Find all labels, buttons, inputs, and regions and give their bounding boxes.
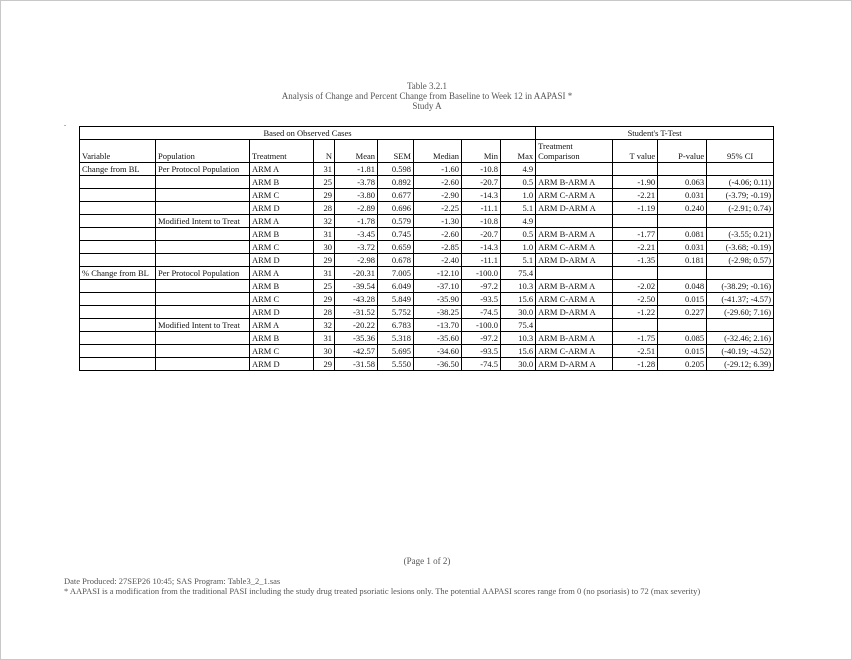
cell-population [156, 228, 250, 241]
cell-median: -2.85 [414, 241, 462, 254]
cell-pvalue [658, 319, 707, 332]
cell-treatment: ARM D [250, 202, 314, 215]
cell-n: 30 [314, 345, 335, 358]
cell-comparison [536, 319, 613, 332]
cell-treatment: ARM D [250, 254, 314, 267]
cell-mean: -3.45 [335, 228, 378, 241]
cell-treatment: ARM B [250, 228, 314, 241]
cell-pvalue: 0.015 [658, 293, 707, 306]
cell-tvalue: -2.51 [613, 345, 658, 358]
cell-comparison: ARM C-ARM A [536, 241, 613, 254]
cell-min: -100.0 [462, 319, 501, 332]
table-row [80, 358, 774, 371]
cell-population [156, 293, 250, 306]
cell-population [156, 254, 250, 267]
cell-treatment: ARM B [250, 332, 314, 345]
cell-ci: (-2.98; 0.57) [707, 254, 774, 267]
cell-treatment: ARM D [250, 358, 314, 371]
cell-population [156, 306, 250, 319]
cell-pvalue: 0.031 [658, 189, 707, 202]
cell-treatment: ARM C [250, 189, 314, 202]
table-title-block [1, 81, 852, 111]
cell-median: -1.60 [414, 163, 462, 176]
cell-median: -37.10 [414, 280, 462, 293]
cell-min: -11.1 [462, 254, 501, 267]
cell-n: 28 [314, 306, 335, 319]
cell-treatment: ARM A [250, 267, 314, 280]
cell-ci [707, 267, 774, 280]
col-header-comparison [536, 140, 613, 163]
cell-pvalue: 0.081 [658, 228, 707, 241]
cell-ci: (-29.12; 6.39) [707, 358, 774, 371]
cell-mean: -2.89 [335, 202, 378, 215]
cell-mean: -3.78 [335, 176, 378, 189]
table-row [80, 254, 774, 267]
cell-comparison: ARM D-ARM A [536, 306, 613, 319]
cell-min: -100.0 [462, 267, 501, 280]
cell-variable [80, 332, 156, 345]
cell-median: -13.70 [414, 319, 462, 332]
table-row [80, 189, 774, 202]
cell-n: 31 [314, 267, 335, 280]
col-header-tvalue: T value [613, 140, 658, 163]
cell-variable [80, 345, 156, 358]
cell-comparison: ARM D-ARM A [536, 202, 613, 215]
cell-ci [707, 215, 774, 228]
cell-tvalue: -1.19 [613, 202, 658, 215]
cell-max: 4.9 [501, 163, 536, 176]
cell-sem: 5.550 [378, 358, 414, 371]
cell-comparison: ARM B-ARM A [536, 176, 613, 189]
cell-variable [80, 358, 156, 371]
cell-tvalue: -1.28 [613, 358, 658, 371]
cell-max: 15.6 [501, 293, 536, 306]
cell-variable: % Change from BL [80, 267, 156, 280]
cell-median: -2.25 [414, 202, 462, 215]
cell-tvalue [613, 163, 658, 176]
cell-variable [80, 241, 156, 254]
cell-n: 31 [314, 332, 335, 345]
cell-variable [80, 319, 156, 332]
cell-variable [80, 202, 156, 215]
cell-tvalue: -2.21 [613, 189, 658, 202]
cell-population [156, 358, 250, 371]
table-row [80, 293, 774, 306]
cell-tvalue: -2.50 [613, 293, 658, 306]
col-header-pvalue: P-value [658, 140, 707, 163]
cell-n: 25 [314, 280, 335, 293]
cell-sem: 0.892 [378, 176, 414, 189]
cell-ci [707, 319, 774, 332]
cell-mean: -20.22 [335, 319, 378, 332]
col-header-comparison-line2: Comparison [538, 151, 580, 161]
cell-tvalue: -1.22 [613, 306, 658, 319]
cell-mean: -42.57 [335, 345, 378, 358]
study-name: Study A [412, 101, 442, 111]
cell-tvalue: -1.35 [613, 254, 658, 267]
cell-sem: 0.678 [378, 254, 414, 267]
cell-comparison: ARM D-ARM A [536, 358, 613, 371]
col-header-comparison-line1: Treatment [538, 141, 573, 151]
cell-pvalue: 0.227 [658, 306, 707, 319]
cell-n: 30 [314, 241, 335, 254]
cell-population: Per Protocol Population [156, 163, 250, 176]
cell-max: 0.5 [501, 176, 536, 189]
cell-comparison: ARM C-ARM A [536, 293, 613, 306]
cell-population: Per Protocol Population [156, 267, 250, 280]
cell-sem: 7.005 [378, 267, 414, 280]
cell-min: -20.7 [462, 176, 501, 189]
cell-min: -10.8 [462, 215, 501, 228]
cell-comparison [536, 215, 613, 228]
cell-max: 75.4 [501, 267, 536, 280]
cell-max: 15.6 [501, 345, 536, 358]
header-column-row [80, 140, 774, 163]
cell-treatment: ARM B [250, 176, 314, 189]
cell-sem: 0.659 [378, 241, 414, 254]
cell-variable [80, 176, 156, 189]
cell-tvalue: -2.21 [613, 241, 658, 254]
cell-median: -2.60 [414, 228, 462, 241]
table-number: Table 3.2.1 [406, 81, 448, 91]
cell-pvalue: 0.015 [658, 345, 707, 358]
table-row [80, 163, 774, 176]
table-row [80, 267, 774, 280]
cell-comparison: ARM B-ARM A [536, 280, 613, 293]
cell-mean: -39.54 [335, 280, 378, 293]
cell-ci: (-41.37; -4.57) [707, 293, 774, 306]
cell-population [156, 280, 250, 293]
col-header-treatment: Treatment [250, 140, 314, 163]
cell-max: 10.3 [501, 332, 536, 345]
cell-max: 1.0 [501, 241, 536, 254]
table-row [80, 332, 774, 345]
cell-population [156, 345, 250, 358]
table-title: Analysis of Change and Percent Change from Baseline to Week 12 in AAPASI * [281, 91, 573, 101]
cell-median: -35.60 [414, 332, 462, 345]
cell-min: -11.1 [462, 202, 501, 215]
cell-variable [80, 189, 156, 202]
cell-n: 29 [314, 293, 335, 306]
cell-median: -35.90 [414, 293, 462, 306]
cell-variable [80, 293, 156, 306]
cell-n: 31 [314, 163, 335, 176]
cell-sem: 0.745 [378, 228, 414, 241]
cell-ci [707, 163, 774, 176]
cell-n: 29 [314, 189, 335, 202]
cell-ci: (-3.79; -0.19) [707, 189, 774, 202]
col-header-sem: SEM [378, 140, 414, 163]
cell-median: -34.60 [414, 345, 462, 358]
cell-n: 29 [314, 254, 335, 267]
cell-comparison: ARM C-ARM A [536, 189, 613, 202]
col-header-ci: 95% CI [707, 140, 774, 163]
table-row [80, 176, 774, 189]
col-header-min: Min [462, 140, 501, 163]
cell-pvalue: 0.031 [658, 241, 707, 254]
cell-tvalue [613, 267, 658, 280]
cell-max: 5.1 [501, 254, 536, 267]
cell-mean: -3.72 [335, 241, 378, 254]
cell-ci: (-3.68; -0.19) [707, 241, 774, 254]
cell-tvalue: -2.02 [613, 280, 658, 293]
cell-variable [80, 254, 156, 267]
cell-min: -20.7 [462, 228, 501, 241]
cell-max: 30.0 [501, 358, 536, 371]
cell-tvalue: -1.90 [613, 176, 658, 189]
header-group-row [80, 127, 774, 140]
cell-max: 10.3 [501, 280, 536, 293]
cell-tvalue: -1.75 [613, 332, 658, 345]
cell-ci: (-29.60; 7.16) [707, 306, 774, 319]
cell-ci: (-40.19; -4.52) [707, 345, 774, 358]
cell-mean: -1.81 [335, 163, 378, 176]
group-header-ttest: Student's T-Test [536, 127, 774, 140]
cell-comparison: ARM B-ARM A [536, 332, 613, 345]
cell-ci: (-38.29; -0.16) [707, 280, 774, 293]
cell-max: 1.0 [501, 189, 536, 202]
cell-min: -93.5 [462, 345, 501, 358]
cell-population [156, 202, 250, 215]
table-row [80, 280, 774, 293]
cell-tvalue [613, 319, 658, 332]
cell-sem: 5.695 [378, 345, 414, 358]
cell-min: -93.5 [462, 293, 501, 306]
cell-comparison [536, 163, 613, 176]
cell-treatment: ARM A [250, 163, 314, 176]
cell-pvalue: 0.181 [658, 254, 707, 267]
footer-footnote: * AAPASI is a modification from the traditional PASI including the study drug treated psoriatic lesions only. The potential AAPASI scores range from 0 (no psoriasis) to 72 (max severity) [64, 586, 701, 596]
cell-n: 25 [314, 176, 335, 189]
col-header-n: N [314, 140, 335, 163]
cell-comparison: ARM B-ARM A [536, 228, 613, 241]
cell-tvalue [613, 215, 658, 228]
cell-population [156, 189, 250, 202]
cell-ci: (-4.06; 0.11) [707, 176, 774, 189]
table-row [80, 319, 774, 332]
cell-treatment: ARM A [250, 319, 314, 332]
cell-treatment: ARM C [250, 241, 314, 254]
col-header-median: Median [414, 140, 462, 163]
stray-dot: . [64, 119, 66, 128]
cell-pvalue: 0.048 [658, 280, 707, 293]
cell-mean: -31.58 [335, 358, 378, 371]
cell-median: -2.90 [414, 189, 462, 202]
cell-n: 31 [314, 228, 335, 241]
cell-mean: -43.28 [335, 293, 378, 306]
cell-max: 4.9 [501, 215, 536, 228]
cell-variable [80, 306, 156, 319]
cell-variable [80, 215, 156, 228]
cell-variable [80, 280, 156, 293]
cell-n: 32 [314, 319, 335, 332]
cell-max: 5.1 [501, 202, 536, 215]
cell-population [156, 241, 250, 254]
cell-max: 75.4 [501, 319, 536, 332]
cell-min: -97.2 [462, 280, 501, 293]
cell-treatment: ARM D [250, 306, 314, 319]
cell-sem: 0.696 [378, 202, 414, 215]
cell-min: -74.5 [462, 358, 501, 371]
cell-sem: 5.849 [378, 293, 414, 306]
cell-median: -12.10 [414, 267, 462, 280]
col-header-max: Max [501, 140, 536, 163]
cell-sem: 0.677 [378, 189, 414, 202]
cell-mean: -1.78 [335, 215, 378, 228]
cell-population: Modified Intent to Treat [156, 215, 250, 228]
cell-pvalue: 0.063 [658, 176, 707, 189]
cell-n: 28 [314, 202, 335, 215]
footer-date-program: Date Produced: 27SEP26 10:45; SAS Program: Table3_2_1.sas [64, 576, 281, 586]
cell-variable [80, 228, 156, 241]
cell-pvalue: 0.240 [658, 202, 707, 215]
cell-min: -14.3 [462, 189, 501, 202]
cell-treatment: ARM C [250, 345, 314, 358]
table-row [80, 215, 774, 228]
cell-variable: Change from BL [80, 163, 156, 176]
cell-ci: (-3.55; 0.21) [707, 228, 774, 241]
results-table [79, 126, 774, 371]
cell-pvalue [658, 163, 707, 176]
table-row [80, 345, 774, 358]
cell-ci: (-32.46; 2.16) [707, 332, 774, 345]
cell-sem: 0.579 [378, 215, 414, 228]
cell-median: -1.30 [414, 215, 462, 228]
cell-max: 30.0 [501, 306, 536, 319]
cell-population [156, 332, 250, 345]
cell-treatment: ARM A [250, 215, 314, 228]
col-header-mean: Mean [335, 140, 378, 163]
cell-pvalue [658, 267, 707, 280]
cell-sem: 6.783 [378, 319, 414, 332]
cell-min: -74.5 [462, 306, 501, 319]
cell-mean: -31.52 [335, 306, 378, 319]
page-number: (Page 1 of 2) [403, 556, 451, 566]
cell-sem: 6.049 [378, 280, 414, 293]
cell-pvalue [658, 215, 707, 228]
cell-ci: (-2.91; 0.74) [707, 202, 774, 215]
cell-median: -2.40 [414, 254, 462, 267]
cell-median: -36.50 [414, 358, 462, 371]
table-row [80, 241, 774, 254]
group-header-observed: Based on Observed Cases [80, 127, 536, 140]
cell-comparison: ARM D-ARM A [536, 254, 613, 267]
cell-n: 32 [314, 215, 335, 228]
cell-comparison: ARM C-ARM A [536, 345, 613, 358]
footer-notes [64, 576, 700, 596]
cell-tvalue: -1.77 [613, 228, 658, 241]
cell-min: -10.8 [462, 163, 501, 176]
cell-comparison [536, 267, 613, 280]
cell-min: -14.3 [462, 241, 501, 254]
table-row [80, 202, 774, 215]
cell-mean: -2.98 [335, 254, 378, 267]
cell-pvalue: 0.085 [658, 332, 707, 345]
cell-mean: -20.31 [335, 267, 378, 280]
cell-population [156, 176, 250, 189]
cell-min: -97.2 [462, 332, 501, 345]
cell-max: 0.5 [501, 228, 536, 241]
cell-population: Modified Intent to Treat [156, 319, 250, 332]
col-header-population: Population [156, 140, 250, 163]
cell-pvalue: 0.205 [658, 358, 707, 371]
cell-sem: 0.598 [378, 163, 414, 176]
cell-treatment: ARM C [250, 293, 314, 306]
cell-median: -2.60 [414, 176, 462, 189]
table-row [80, 306, 774, 319]
cell-sem: 5.318 [378, 332, 414, 345]
cell-mean: -3.80 [335, 189, 378, 202]
cell-n: 29 [314, 358, 335, 371]
cell-treatment: ARM B [250, 280, 314, 293]
table-row [80, 228, 774, 241]
cell-mean: -35.36 [335, 332, 378, 345]
cell-sem: 5.752 [378, 306, 414, 319]
cell-median: -38.25 [414, 306, 462, 319]
col-header-variable: Variable [80, 140, 156, 163]
